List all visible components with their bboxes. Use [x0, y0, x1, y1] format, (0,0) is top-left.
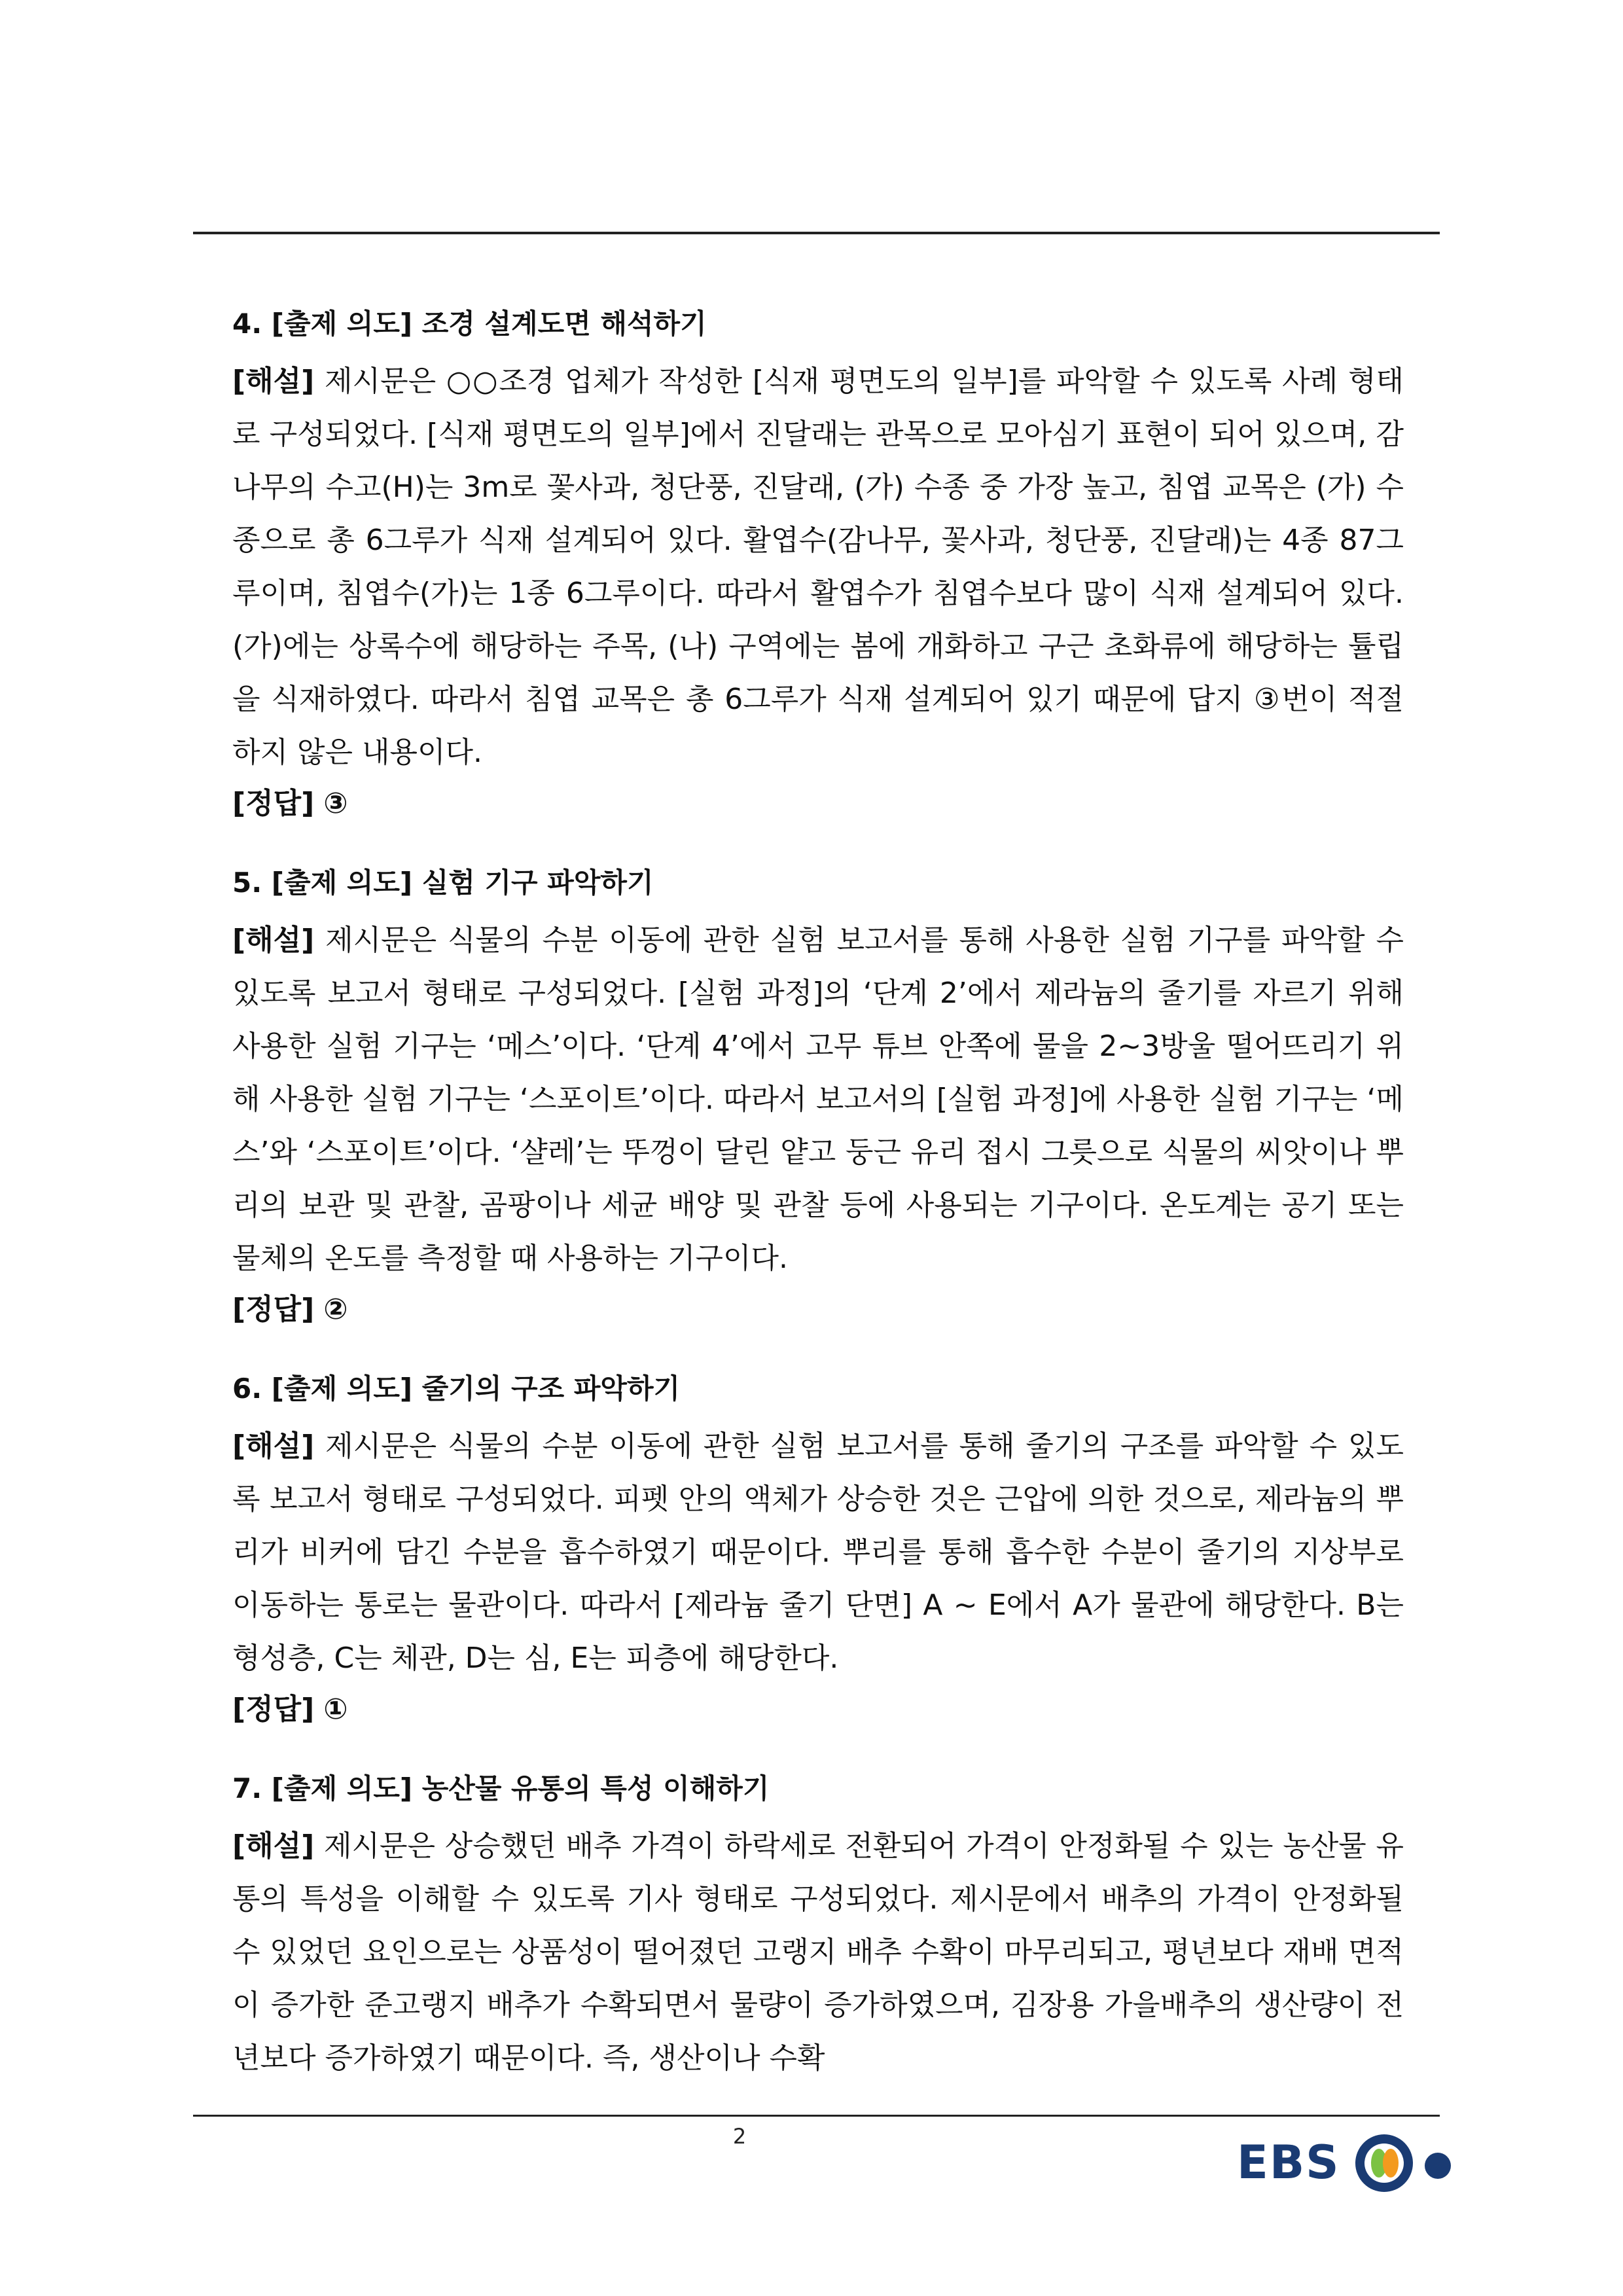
explanation-paragraph	[232, 1820, 1404, 2085]
answer-value: ②	[323, 1293, 348, 1326]
section-heading: 4. [출제 의도] 조경 설계도면 해석하기	[232, 308, 707, 340]
explanation-paragraph	[232, 914, 1404, 1285]
explanation-label: [해설]	[232, 1429, 315, 1463]
footer-rule	[193, 2115, 1440, 2117]
answer-label: [정답]	[232, 1293, 315, 1326]
explanation-paragraph	[232, 355, 1404, 779]
answer-value: ③	[323, 787, 348, 820]
ebs-logo-mark-icon	[1351, 2130, 1459, 2196]
explanation-paragraph	[232, 1420, 1404, 1685]
section-5	[232, 865, 1404, 1335]
section-heading: 5. [출제 의도] 실험 기구 파악하기	[232, 867, 654, 899]
explanation-text: 제시문은 식물의 수분 이동에 관한 실험 보고서를 통해 사용한 실험 기구를 파악할 수 있도록 보고서 형태로 구성되었다. [실험 과정]의 ‘단계 2’에서 제라늄의 줄기를 자르기 위해 사용한 실험 기구는 ‘메스’이다. ‘단계 4’에서 고무 튜브 안쪽에 물을 2~3방울 떨어뜨리기 위해 사용한 실험 기구는 ‘스포이트’이다. 따라서 보고서의 [실험 과정]에 사용한 실험 기구는 ‘메스’와 ‘스포이트’이다. ‘샬레’는 뚜껑이 달린 얕고 둥근 유리 접시 그릇으로 식물의 씨앗이나 뿌리의 보관 및 관찰, 곰팡이나 세균 배양 및 관찰 등에 사용되는 기구이다. 온도계는 공기 또는 물체의 온도를 측정할 때 사용하는 기구이다.	[232, 924, 1404, 1275]
section-6	[232, 1371, 1404, 1734]
explanation-text: 제시문은 상승했던 배추 가격이 하락세로 전환되어 가격이 안정화될 수 있는 농산물 유통의 특성을 이해할 수 있도록 기사 형태로 구성되었다. 제시문에서 배추의 가격이 안정화될 수 있었던 요인으로는 상품성이 떨어졌던 고랭지 배추 수확이 마무리되고, 평년보다 재배 면적이 증가한 준고랭지 배추가 수확되면서 물량이 증가하였으며, 김장용 가을배추의 생산량이 전년보다 증가하였기 때문이다. 즉, 생산이나 수확	[232, 1829, 1404, 2075]
logo-text: EBS	[1237, 2136, 1340, 2189]
explanation-text: 제시문은 식물의 수분 이동에 관한 실험 보고서를 통해 줄기의 구조를 파악할 수 있도록 보고서 형태로 구성되었다. 피펫 안의 액체가 상승한 것은 근압에 의한 것으로, 제라늄의 뿌리가 비커에 담긴 수분을 흡수하였기 때문이다. 뿌리를 통해 흡수한 수분이 줄기의 지상부로 이동하는 통로는 물관이다. 따라서 [제라늄 줄기 단면] A ~ E에서 A가 물관에 해당한다. B는 형성층, C는 체관, D는 심, E는 피층에 해당한다.	[232, 1429, 1404, 1675]
document-body	[232, 306, 1404, 2121]
answer-line	[232, 779, 1404, 829]
page-number: 2	[732, 2124, 747, 2149]
answer-line	[232, 1685, 1404, 1734]
explanation-text: 제시문은 ○○조경 업체가 작성한 [식재 평면도의 일부]를 파악할 수 있도록 사례 형태로 구성되었다. [식재 평면도의 일부]에서 진달래는 관목으로 모아심기 표현이 되어 있으며, 감나무의 수고(H)는 3m로 꽃사과, 청단풍, 진달래, (가) 수종 중 가장 높고, 침엽 교목은 (가) 수종으로 총 6그루가 식재 설계되어 있다. 활엽수(감나무, 꽃사과, 청단풍, 진달래)는 4종 87그루이며, 침엽수(가)는 1종 6그루이다. 따라서 활엽수가 침엽수보다 많이 식재 설계되어 있다. (가)에는 상록수에 해당하는 주목, (나) 구역에는 봄에 개화하고 구근 초화류에 해당하는 튤립을 식재하였다. 따라서 침엽 교목은 총 6그루가 식재 설계되어 있기 때문에 답지 ③번이 적절하지 않은 내용이다.	[232, 365, 1404, 769]
section-heading: 7. [출제 의도] 농산물 유통의 특성 이해하기	[232, 1772, 770, 1804]
section-7	[232, 1771, 1404, 2085]
answer-line	[232, 1285, 1404, 1335]
explanation-label: [해설]	[232, 1829, 315, 1863]
header-rule	[193, 232, 1440, 234]
answer-label: [정답]	[232, 787, 315, 820]
answer-value: ①	[323, 1693, 348, 1726]
explanation-label: [해설]	[232, 365, 315, 398]
explanation-label: [해설]	[232, 924, 315, 957]
section-4	[232, 306, 1404, 829]
section-heading: 6. [출제 의도] 줄기의 구조 파악하기	[232, 1372, 681, 1405]
answer-label: [정답]	[232, 1693, 315, 1726]
logo-cyan-dot	[1425, 2153, 1451, 2179]
ebs-logo	[1237, 2130, 1459, 2196]
logo-orange-leaf	[1383, 2149, 1399, 2178]
